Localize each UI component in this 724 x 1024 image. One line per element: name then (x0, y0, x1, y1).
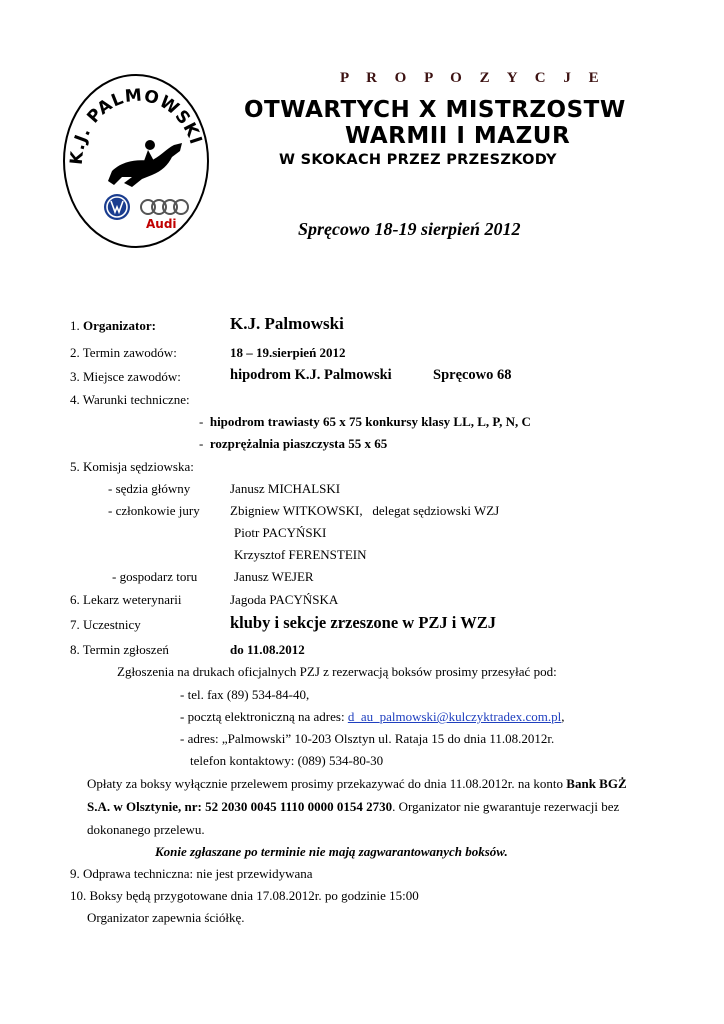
vw-logo-icon (104, 194, 130, 220)
tech-check: 9. Odprawa techniczna: nie jest przewidywana (70, 866, 313, 881)
payment-line-2: S.A. w Olsztynie, nr: 52 2030 0045 1110 0000 0154 2730. Organizator nie gwarantuje rezerwacji bez (87, 799, 620, 814)
chief-judge-name: Janusz MICHALSKI (230, 481, 341, 496)
deadline-value: do 11.08.2012 (230, 642, 305, 657)
organizer-value: K.J. Palmowski (230, 314, 344, 333)
address-line: - adres: „Palmowski” 10-203 Olsztyn ul. Rataja 15 do dnia 11.08.2012r. (180, 731, 555, 746)
fax-line: - tel. fax (89) 534-84-40, (180, 687, 310, 702)
email-link[interactable]: d_au_palmowski@kulczyktradex.com.pl (347, 709, 562, 724)
venue-place: Spręcowo 68 (433, 367, 512, 383)
tech-item-1: - hipodrom trawiasty 65 x 75 konkursy klasy LL, L, P, N, C (199, 414, 531, 429)
host-name: Janusz WEJER (234, 569, 314, 584)
audi-text: Audi (146, 217, 177, 231)
vet-name: Jagoda PACYŃSKA (230, 592, 339, 607)
entries-intro: Zgłoszenia na drukach oficjalnych PZJ z rezerwacją boksów prosimy przesyłać pod: (117, 664, 557, 679)
title-line-2: WARMII I MAZUR (345, 123, 571, 149)
propozycje-heading: P R O P O Z Y C J E (340, 70, 606, 86)
date-value: 18 – 19.sierpień 2012 (230, 345, 346, 360)
jury-member-2: Piotr PACYŃSKI (234, 525, 327, 540)
jury-role: - członkowie jury (108, 503, 200, 518)
host-role: - gospodarz toru (112, 569, 198, 584)
phone-line: telefon kontaktowy: (089) 534-80-30 (190, 753, 384, 768)
organizer-row: 1. Organizator: (70, 318, 156, 333)
participants-label: 7. Uczestnicy (70, 617, 141, 632)
late-entries-note: Konie zgłaszane po terminie nie mają zagwarantowanych boksów. (155, 844, 508, 859)
email-line: - pocztą elektroniczną na adres: d_au_palmowski@kulczyktradex.com.pl, (180, 709, 565, 724)
chief-judge-role: - sędzia główny (108, 481, 191, 496)
jury-member-3: Krzysztof FERENSTEIN (234, 547, 367, 562)
deadline-label: 8. Termin zgłoszeń (70, 642, 169, 657)
payment-line-1: Opłaty za boksy wyłącznie przelewem prosimy przekazywać do dnia 11.08.2012r. na konto Bank BGŻ (87, 776, 627, 791)
tech-item-2: - rozprężalnia piaszczysta 55 x 65 (199, 436, 388, 451)
logo-arc-text: K.J. PALMOWSKI (66, 85, 206, 166)
participants-value: kluby i sekcje zrzeszone w PZJ i WZJ (230, 613, 496, 632)
payment-line-3: dokonanego przelewu. (87, 822, 205, 837)
jury-member-1: Zbigniew WITKOWSKI, delegat sędziowski WZJ (230, 503, 500, 518)
venue-label: 3. Miejsce zawodów: (70, 369, 181, 384)
subtitle: W SKOKACH PRZEZ PRZESZKODY (279, 152, 557, 168)
place-date: Spręcowo 18-19 sierpień 2012 (298, 219, 521, 239)
date-label: 2. Termin zawodów: (70, 345, 177, 360)
judges-label: 5. Komisja sędziowska: (70, 459, 194, 474)
title-line-1: OTWARTYCH X MISTRZOSTW (244, 97, 626, 123)
club-logo (62, 73, 210, 249)
vet-label: 6. Lekarz weterynarii (70, 592, 182, 607)
venue-value: hipodrom K.J. Palmowski (230, 367, 392, 383)
tech-label: 4. Warunki techniczne: (70, 392, 190, 407)
bedding-line: Organizator zapewnia ściółkę. (87, 910, 245, 925)
stalls-line: 10. Boksy będą przygotowane dnia 17.08.2012r. po godzinie 15:00 (70, 888, 419, 903)
